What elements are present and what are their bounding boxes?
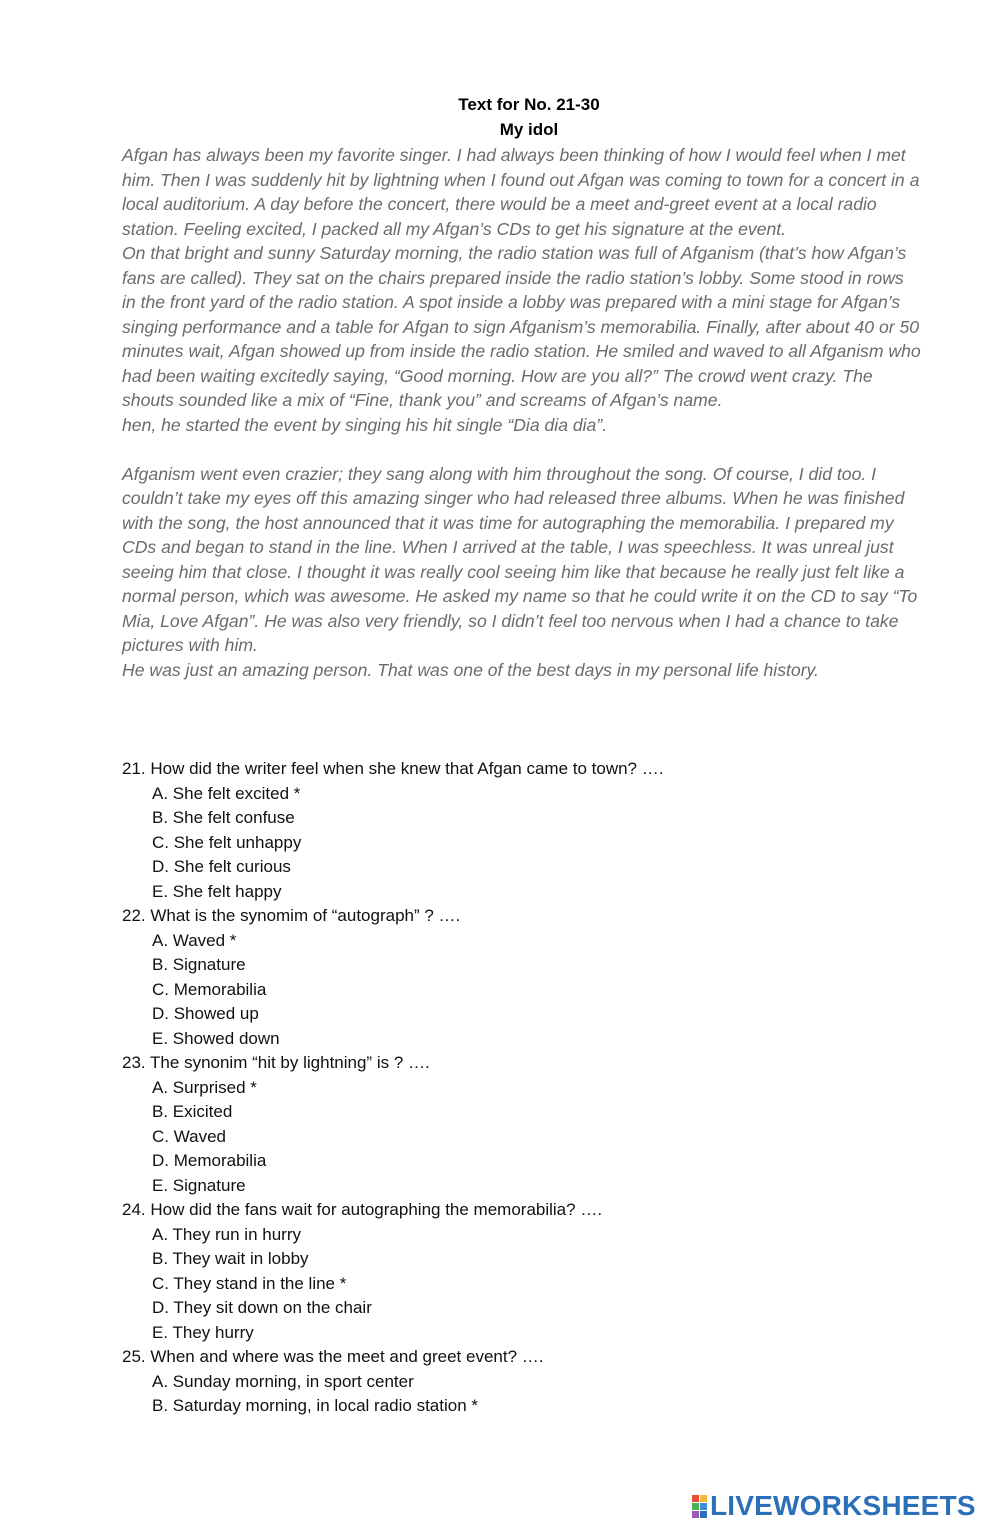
answer-option[interactable]: A. Surprised *: [152, 1077, 257, 1097]
question-text: 21. How did the writer feel when she knew that Afgan came to town? ….: [122, 759, 664, 778]
answer-option[interactable]: E. Showed down: [152, 1028, 280, 1048]
answer-option[interactable]: A. They run in hurry: [152, 1224, 301, 1244]
passage-paragraph: hen, he started the event by singing his hit single “Dia dia dia”.: [122, 414, 608, 435]
answer-option[interactable]: B. They wait in lobby: [152, 1249, 309, 1268]
story-title: My idol: [499, 120, 559, 139]
answer-option[interactable]: C. She felt unhappy: [152, 832, 302, 852]
liveworksheets-logo[interactable]: [692, 1489, 976, 1523]
question-text: 23. The synonim “hit by lightning” is ? ….: [122, 1053, 430, 1072]
question-text: 24. How did the fans wait for autographing the memorabilia? ….: [122, 1200, 603, 1219]
question-21: [122, 757, 922, 904]
answer-option[interactable]: C. They stand in the line *: [152, 1273, 347, 1293]
answer-option[interactable]: D. They sit down on the chair: [152, 1298, 372, 1317]
answer-option[interactable]: B. Saturday morning, in local radio station *: [152, 1396, 479, 1415]
answer-option[interactable]: E. Signature: [152, 1175, 246, 1195]
passage-paragraph: On that bright and sunny Saturday morning, the radio station was full of Afganism (that’s how Afgan’s fans are called). They sat on the chairs prepared inside the radio station’s lobby. Some stood in rows in the front yard of the radio station. A spot inside a lobby was prepared with a mini stage for Afgan’s singing performance and a table for Afgan to sign Afganism’s memorabilia. Finally, after about 40 or 50 minutes wait, Afgan showed up from inside the radio station. He smiled and waved to all Afganism who had been waiting excitedly saying, “Good morning. How are you all?” The crowd went crazy. The shouts sounded like a mix of “Fine, thank you” and screams of Afgan’s name.: [122, 243, 921, 410]
passage-paragraph: Afgan has always been my favorite singer. I had always been thinking of how I would feel when I met him. Then I was suddenly hit by lightning when I found out Afgan was coming to town for a concert in a local auditorium. A day before the concert, there would be a meet and-greet event at a local radio station. Feeling excited, I packed all my Afgan’s CDs to get his signature at the event.: [122, 145, 920, 239]
question-list: [122, 757, 922, 1419]
answer-option[interactable]: D. Memorabilia: [152, 1151, 267, 1170]
page-title: Text for No. 21-30: [458, 95, 600, 114]
answer-option[interactable]: E. They hurry: [152, 1322, 254, 1342]
answer-option[interactable]: A. She felt excited *: [152, 783, 301, 803]
answer-option[interactable]: B. Signature: [152, 955, 246, 974]
question-22: [122, 904, 922, 1051]
logo-text: LIVEWORKSHEETS: [710, 1490, 976, 1521]
answer-option[interactable]: B. She felt confuse: [152, 808, 295, 827]
question-text: 25. When and where was the meet and greet event? ….: [122, 1347, 544, 1366]
answer-option[interactable]: B. Exicited: [152, 1102, 233, 1121]
answer-option[interactable]: C. Waved: [152, 1126, 227, 1146]
question-23: [122, 1051, 922, 1198]
answer-option[interactable]: E. She felt happy: [152, 881, 282, 901]
passage-paragraph: Afganism went even crazier; they sang along with him throughout the song. Of course, I did too. I couldn’t take my eyes off this amazing singer who had released three albums. When he was finished with the song, the host announced that it was time for autographing the memorabilia. I prepared my CDs and began to stand in the line. When I arrived at the table, I was speechless. It was unreal just seeing him that close. I thought it was really cool seeing him like that because he really just felt like a normal person, which was awesome. He asked my name so that he could write it on the CD to say “To Mia, Love Afgan”. He was also very friendly, so I didn’t feel too nervous when I had a chance to take pictures with him.: [122, 463, 918, 655]
answer-option[interactable]: D. Showed up: [152, 1004, 259, 1023]
answer-option[interactable]: A. Waved *: [152, 930, 237, 950]
reading-passage: [122, 143, 922, 682]
colored-blocks-icon: [692, 1495, 707, 1518]
question-text: 22. What is the synomim of “autograph” ? ….: [122, 906, 461, 925]
answer-option[interactable]: C. Memorabilia: [152, 979, 267, 999]
question-25: [122, 1345, 922, 1419]
answer-option[interactable]: A. Sunday morning, in sport center: [152, 1371, 414, 1391]
answer-option[interactable]: D. She felt curious: [152, 857, 291, 876]
passage-paragraph: He was just an amazing person. That was one of the best days in my personal life history.: [122, 659, 819, 680]
question-24: [122, 1198, 922, 1345]
